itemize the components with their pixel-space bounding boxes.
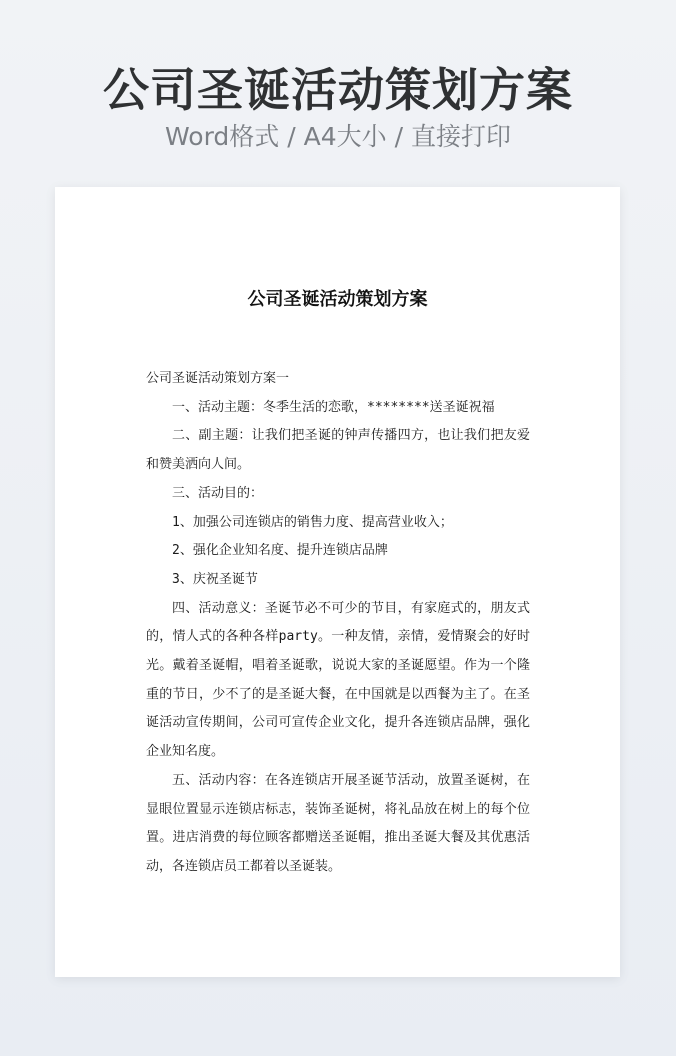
document-page (55, 187, 620, 977)
paragraph-purpose: 三、活动目的： (172, 485, 264, 501)
paragraph-content: 五、活动内容：在各连锁店开展圣诞节活动，放置圣诞树，在显眼位置显示连锁店标志，装饰圣诞树，将礼品放在树上的每个位置。进店消费的每位顾客都赠送圣诞帽，推出圣诞大餐及其优惠活动，各连锁店员工都着以圣诞装。 (146, 772, 530, 874)
document-heading: 公司圣诞活动策划方案一 (146, 371, 290, 386)
paragraph-subtheme: 二、副主题：让我们把圣诞的钟声传播四方，也让我们把友爱和赞美洒向人间。 (146, 428, 530, 473)
document-title: 公司圣诞活动策划方案 (247, 289, 428, 310)
paragraph-purpose-1: 1、加强公司连锁店的销售力度、提高营业收入； (172, 514, 453, 530)
banner-subtitle: Word格式 / A4大小 / 直接打印 (165, 122, 511, 151)
paragraph-theme: 一、活动主题：冬季生活的恋歌，********送圣诞祝福 (172, 399, 495, 415)
paragraph-significance: 四、活动意义：圣诞节必不可少的节目，有家庭式的，朋友式的，情人式的各种各样party。一种友情，亲情，爱情聚会的好时光。戴着圣诞帽，唱着圣诞歌，说说大家的圣诞愿望。作为一个隆重的节日，少不了的是圣诞大餐，在中国就是以西餐为主了。在圣诞活动宣传期间，公司可宣传企业文化，提升各连锁店品牌，强化企业知名度。 (146, 600, 530, 760)
banner-title: 公司圣诞活动策划方案 (103, 63, 573, 117)
paragraph-purpose-2: 2、强化企业知名度、提升连锁店品牌 (172, 543, 388, 559)
paragraph-purpose-3: 3、庆祝圣诞节 (172, 571, 258, 587)
banner (0, 0, 676, 180)
document-body (146, 365, 530, 882)
